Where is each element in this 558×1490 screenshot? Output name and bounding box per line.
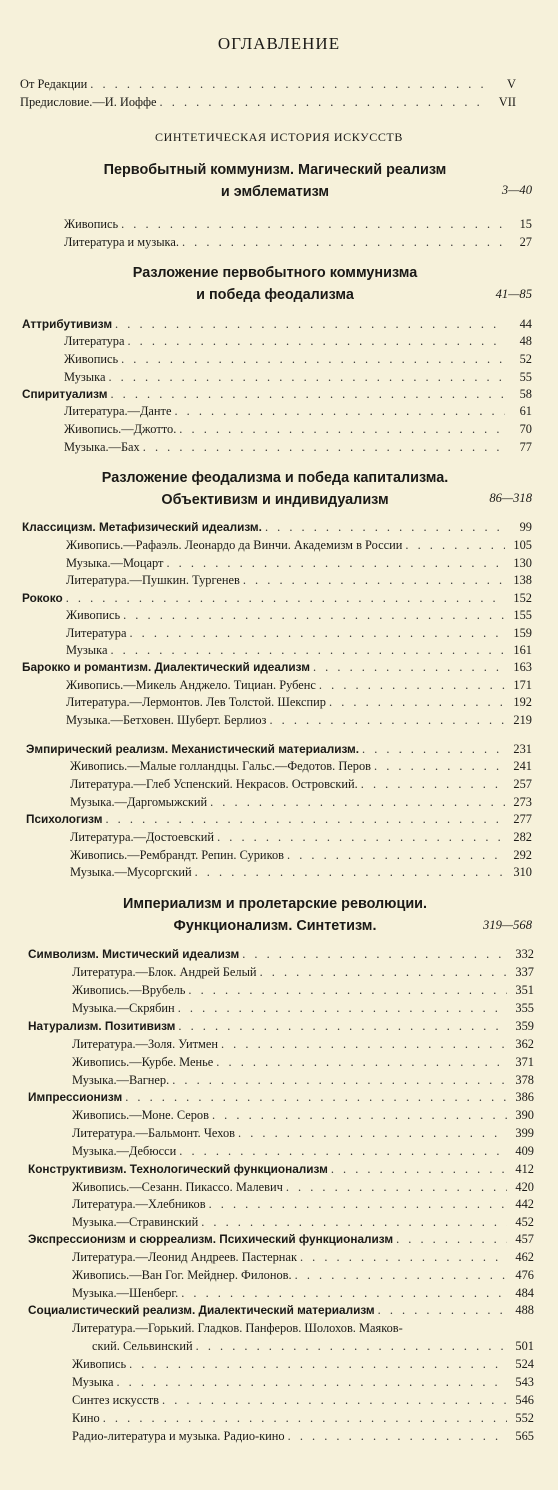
part-page-range: 86—318 bbox=[489, 491, 532, 505]
toc-entry-label: Музыка.—Вагнер. bbox=[72, 1073, 170, 1087]
dot-leader bbox=[196, 1338, 507, 1355]
dot-leader bbox=[300, 1249, 507, 1266]
toc-page-number: 386 bbox=[515, 1090, 534, 1104]
toc-entry-label: Рококо bbox=[22, 591, 63, 605]
toc-entry-label: Литература.—Бальмонт. Чехов bbox=[72, 1126, 236, 1140]
part-page-range: 3—40 bbox=[501, 183, 532, 197]
toc-entry-label: Классицизм. Метафизический идеализм. bbox=[22, 520, 262, 534]
dot-leader bbox=[143, 439, 505, 456]
dot-leader bbox=[265, 519, 505, 536]
part-heading-line: Первобытный коммунизм. Магический реализм bbox=[103, 162, 447, 178]
toc-row bbox=[70, 829, 532, 846]
part-page-range: 319—568 bbox=[483, 918, 532, 932]
toc-row bbox=[72, 1356, 534, 1373]
section-subtitle: СИНТЕТИЧЕСКАЯ ИСТОРИЯ ИСКУССТВ bbox=[155, 130, 403, 144]
dot-leader bbox=[378, 1302, 507, 1319]
part-heading-line: Функционализм. Синтетизм. bbox=[173, 918, 377, 934]
toc-row bbox=[64, 234, 532, 251]
toc-row bbox=[72, 1036, 534, 1053]
toc-page-number: 52 bbox=[519, 352, 532, 366]
toc-row bbox=[66, 555, 532, 572]
dot-leader bbox=[405, 537, 505, 554]
toc-row bbox=[72, 1125, 534, 1142]
dot-leader bbox=[319, 677, 505, 694]
dot-leader bbox=[361, 776, 505, 793]
toc-page-number: 219 bbox=[513, 713, 532, 727]
dot-leader bbox=[123, 607, 505, 624]
toc-page-number: 420 bbox=[515, 1180, 534, 1194]
toc-page-number: 452 bbox=[515, 1215, 534, 1229]
toc-entry-label: Психологизм bbox=[26, 812, 103, 826]
toc-entry-label: Литература.—Золя. Уитмен bbox=[72, 1037, 218, 1051]
dot-leader bbox=[329, 694, 505, 711]
toc-entry-label: Радио-литература и музыка. Радио-кино bbox=[72, 1429, 285, 1443]
toc-row bbox=[64, 439, 532, 456]
dot-leader bbox=[217, 829, 505, 846]
toc-page-number: 192 bbox=[513, 695, 532, 709]
toc-page-number: 159 bbox=[513, 626, 532, 640]
toc-entry-label: Импрессионизм bbox=[28, 1090, 123, 1104]
toc-entry-label: Барокко и романтизм. Диалектический идеализм bbox=[22, 660, 310, 674]
toc-entry-label: Живопись.—Ван Гог. Мейднер. Филонов. bbox=[72, 1268, 292, 1282]
toc-entry-label: Живопись.—Курбе. Менье bbox=[72, 1055, 214, 1069]
toc-row bbox=[70, 794, 532, 811]
toc-entry-label: Музыка.—Бах bbox=[64, 440, 140, 454]
toc-row bbox=[66, 572, 532, 589]
toc-page-number: 58 bbox=[519, 387, 532, 401]
toc-entry-label: Музыка.—Мусоргский bbox=[70, 865, 192, 879]
toc-page-number: 359 bbox=[515, 1019, 534, 1033]
dot-leader bbox=[238, 1125, 507, 1142]
toc-page-number: 61 bbox=[519, 404, 532, 418]
toc-page-number: 15 bbox=[519, 217, 532, 231]
toc-entry-label: Спиритуализм bbox=[22, 387, 108, 401]
toc-entry-label: Экспрессионизм и сюрреализм. Психический функционализм bbox=[28, 1232, 394, 1246]
toc-row bbox=[72, 1214, 534, 1231]
dot-leader bbox=[125, 1089, 507, 1106]
toc-row bbox=[72, 982, 534, 999]
toc-row-section bbox=[26, 811, 532, 828]
dot-leader bbox=[110, 386, 505, 403]
toc-row bbox=[72, 1196, 534, 1213]
toc-entry-label: Литература.—Достоевский bbox=[70, 830, 215, 844]
toc-page-number: 565 bbox=[515, 1429, 534, 1443]
toc-row bbox=[72, 1072, 534, 1089]
toc-page-number: 292 bbox=[513, 848, 532, 862]
toc-page-number: 277 bbox=[513, 812, 532, 826]
toc-entry-label: Натурализм. Позитивизм bbox=[28, 1019, 176, 1033]
toc-row bbox=[66, 712, 532, 729]
dot-leader bbox=[295, 1267, 507, 1284]
dot-leader bbox=[221, 1036, 507, 1053]
toc-entry-label: Социалистический реализм. Диалектический материализм bbox=[28, 1303, 375, 1317]
toc-page-number: 351 bbox=[515, 983, 534, 997]
toc-entry-label: Музыка bbox=[66, 643, 108, 657]
toc-row bbox=[70, 776, 532, 793]
dot-leader bbox=[374, 758, 505, 775]
toc-row-preface bbox=[20, 94, 516, 111]
toc-row bbox=[72, 1107, 534, 1124]
toc-entry-label: Литература.—Данте bbox=[64, 404, 172, 418]
toc-row bbox=[64, 351, 532, 368]
toc-row-section bbox=[22, 590, 532, 607]
toc-page-number: 488 bbox=[515, 1303, 534, 1317]
toc-entry-label: Живопись bbox=[66, 608, 121, 622]
part-heading-line: Разложение феодализма и победа капитализма. bbox=[101, 470, 449, 486]
toc-row bbox=[72, 1054, 534, 1071]
dot-leader bbox=[108, 369, 505, 386]
toc-row bbox=[72, 964, 534, 981]
toc-page-number: 362 bbox=[515, 1037, 534, 1051]
dot-leader bbox=[396, 1231, 507, 1248]
dot-leader bbox=[287, 847, 505, 864]
toc-page-number: 552 bbox=[515, 1411, 534, 1425]
toc-row bbox=[72, 1392, 534, 1409]
toc-row bbox=[92, 1338, 534, 1355]
dot-leader bbox=[110, 642, 505, 659]
toc-row bbox=[72, 1143, 534, 1160]
dot-leader bbox=[66, 590, 505, 607]
dot-leader bbox=[172, 1072, 507, 1089]
toc-row bbox=[72, 1000, 534, 1017]
dot-leader bbox=[105, 811, 505, 828]
toc-page-number: 77 bbox=[519, 440, 532, 454]
dot-leader bbox=[103, 1410, 507, 1427]
toc-entry-label: Литература.—Хлебников bbox=[72, 1197, 206, 1211]
dot-leader bbox=[313, 659, 505, 676]
dot-leader bbox=[174, 403, 505, 420]
dot-leader bbox=[286, 1179, 507, 1196]
dot-leader bbox=[129, 1356, 507, 1373]
toc-row-section bbox=[28, 1161, 534, 1178]
part-heading-line: Разложение первобытного коммунизма bbox=[132, 265, 418, 281]
toc-row-section bbox=[22, 659, 532, 676]
toc-page-number: 390 bbox=[515, 1108, 534, 1122]
toc-entry-label: Литература.—Пушкин. Тургенев bbox=[66, 573, 240, 587]
toc-page-number: 48 bbox=[519, 334, 532, 348]
dot-leader bbox=[269, 712, 505, 729]
toc-page-number: 332 bbox=[515, 947, 534, 961]
toc-entry-label: Кино bbox=[72, 1411, 100, 1425]
toc-row-section bbox=[28, 1302, 534, 1319]
toc-page-number: 462 bbox=[515, 1250, 534, 1264]
toc-row bbox=[66, 694, 532, 711]
dot-leader bbox=[188, 982, 507, 999]
toc-row bbox=[64, 421, 532, 438]
toc-row bbox=[66, 677, 532, 694]
toc-page-number: 546 bbox=[515, 1393, 534, 1407]
toc-page-number: 282 bbox=[513, 830, 532, 844]
dot-leader bbox=[179, 421, 505, 438]
toc-row-wrapped bbox=[72, 1320, 534, 1337]
dot-leader bbox=[127, 333, 505, 350]
toc-row-section bbox=[28, 1231, 534, 1248]
toc-page-number: 442 bbox=[515, 1197, 534, 1211]
dot-leader bbox=[195, 864, 505, 881]
toc-entry-label: Живопись.—Моне. Серов bbox=[72, 1108, 209, 1122]
toc-row bbox=[72, 1267, 534, 1284]
toc-entry-label: Литература.—Лермонтов. Лев Толстой. Шекспир bbox=[66, 695, 326, 709]
toc-row bbox=[64, 403, 532, 420]
toc-page-number: 55 bbox=[519, 370, 532, 384]
toc-page-number: 99 bbox=[519, 520, 532, 534]
toc-entry-label: Музыка.—Моцарт bbox=[66, 556, 164, 570]
toc-entry-label: Литература.—Горький. Гладков. Панферов. Шолохов. Маяков- bbox=[72, 1321, 403, 1335]
toc-entry-label: Аттрибутивизм bbox=[22, 317, 113, 331]
toc-entry-label: От Редакции bbox=[20, 77, 88, 91]
toc-row bbox=[72, 1428, 534, 1445]
toc-entry-label: Музыка bbox=[64, 370, 106, 384]
toc-entry-label: Музыка.—Стравинский bbox=[72, 1215, 199, 1229]
dot-leader bbox=[201, 1214, 507, 1231]
toc-row bbox=[70, 758, 532, 775]
toc-entry-label: ский. Сельвинский bbox=[92, 1339, 193, 1353]
toc-page-number: 231 bbox=[513, 742, 532, 756]
toc-entry-label: Живопись.—Микель Анджело. Тициан. Рубенс bbox=[66, 678, 316, 692]
toc-page-number: 44 bbox=[519, 317, 532, 331]
toc-page-number: 273 bbox=[513, 795, 532, 809]
toc-entry-label: Живопись.—Сезанн. Пикассо. Малевич bbox=[72, 1180, 283, 1194]
toc-page-number: 412 bbox=[515, 1162, 534, 1176]
toc-page-number: 543 bbox=[515, 1375, 534, 1389]
dot-leader bbox=[162, 1392, 507, 1409]
dot-leader bbox=[121, 216, 505, 233]
toc-entry-label: Живопись.—Рафаэль. Леонардо да Винчи. Академизм в России bbox=[66, 538, 403, 552]
toc-entry-label: Музыка bbox=[72, 1375, 114, 1389]
dot-leader bbox=[121, 351, 505, 368]
part-heading-line: и победа феодализма bbox=[196, 287, 354, 303]
toc-entry-label: Живопись.—Джотто. bbox=[64, 422, 177, 436]
dot-leader bbox=[242, 946, 507, 963]
dot-leader bbox=[116, 1374, 507, 1391]
toc-entry-label: Литература bbox=[66, 626, 127, 640]
dot-leader bbox=[179, 1143, 507, 1160]
toc-page-number: VII bbox=[498, 95, 516, 109]
toc-page-number: 130 bbox=[513, 556, 532, 570]
toc-page-number: 138 bbox=[513, 573, 532, 587]
toc-row bbox=[66, 625, 532, 642]
toc-row-section bbox=[22, 316, 532, 333]
dot-leader bbox=[178, 1018, 507, 1035]
page-title: ОГЛАВЛЕНИЕ bbox=[217, 34, 341, 53]
toc-entry-label: Музыка.—Бетховен. Шуберт. Берлиоз bbox=[66, 713, 267, 727]
dot-leader bbox=[216, 1054, 507, 1071]
toc-row bbox=[70, 847, 532, 864]
toc-entry-label: Музыка.—Скрябин bbox=[72, 1001, 175, 1015]
toc-row-section bbox=[28, 946, 534, 963]
toc-entry-label: Музыка.—Дебюсси bbox=[72, 1144, 177, 1158]
toc-row-editorial bbox=[20, 76, 516, 93]
toc-row bbox=[64, 369, 532, 386]
toc-entry-label: Эмпирический реализм. Механистический материализм. bbox=[26, 742, 360, 756]
dot-leader bbox=[209, 1196, 507, 1213]
toc-page-number: 155 bbox=[513, 608, 532, 622]
dot-leader bbox=[210, 794, 505, 811]
dot-leader bbox=[90, 76, 489, 93]
toc-entry-label: Музыка.—Шенберг. bbox=[72, 1286, 179, 1300]
toc-page-number: 163 bbox=[513, 660, 532, 674]
toc-row bbox=[72, 1410, 534, 1427]
toc-entry-label: Литература.—Леонид Андреев. Пастернак bbox=[72, 1250, 297, 1264]
toc-entry-label: Живопись.—Малые голландцы. Гальс.—Федотов. Перов bbox=[70, 759, 372, 773]
toc-page-number: 409 bbox=[515, 1144, 534, 1158]
toc-page-number: 161 bbox=[513, 643, 532, 657]
toc-entry-label: Символизм. Мистический идеализм bbox=[28, 947, 240, 961]
toc-entry-label: Живопись bbox=[64, 352, 119, 366]
toc-row bbox=[64, 216, 532, 233]
toc-page-number: 355 bbox=[515, 1001, 534, 1015]
toc-row bbox=[66, 537, 532, 554]
toc-page-number: 241 bbox=[513, 759, 532, 773]
toc-row-section bbox=[28, 1089, 534, 1106]
toc-page-number: 371 bbox=[515, 1055, 534, 1069]
toc-row bbox=[72, 1374, 534, 1391]
toc-entry-label: Живопись.—Врубель bbox=[72, 983, 186, 997]
toc-entry-label: Синтез искусств bbox=[72, 1393, 160, 1407]
toc-page-number: 378 bbox=[515, 1073, 534, 1087]
toc-entry-label: Конструктивизм. Технологический функционализм bbox=[28, 1162, 328, 1176]
toc-page-number: 105 bbox=[513, 538, 532, 552]
toc-entry-label: Литература.—Глеб Успенский. Некрасов. Островский. bbox=[70, 777, 358, 791]
part-heading-line: Объективизм и индивидуализм bbox=[161, 492, 389, 508]
toc-entry-label: Литература bbox=[64, 334, 125, 348]
toc-page-number: 501 bbox=[515, 1339, 534, 1353]
dot-leader bbox=[115, 316, 505, 333]
toc-entry-label: Живопись bbox=[64, 217, 119, 231]
toc-page-number: 524 bbox=[515, 1357, 534, 1371]
toc-page-number: 257 bbox=[513, 777, 532, 791]
dot-leader bbox=[212, 1107, 507, 1124]
toc-row-section bbox=[22, 519, 532, 536]
toc-row bbox=[66, 607, 532, 624]
dot-leader bbox=[288, 1428, 507, 1445]
toc-page-number: 337 bbox=[515, 965, 534, 979]
dot-leader bbox=[331, 1161, 507, 1178]
toc-row-section bbox=[26, 741, 532, 758]
part-heading-line: Империализм и пролетарские революции. bbox=[122, 896, 428, 912]
toc-page-number: 476 bbox=[515, 1268, 534, 1282]
toc-entry-label: Предисловие.—И. Иоффе bbox=[20, 95, 157, 109]
dot-leader bbox=[181, 1285, 507, 1302]
dot-leader bbox=[260, 964, 507, 981]
dot-leader bbox=[362, 741, 505, 758]
toc-row bbox=[70, 864, 532, 881]
toc-page-number: 152 bbox=[513, 591, 532, 605]
toc-page-number: 171 bbox=[513, 678, 532, 692]
toc-row bbox=[66, 642, 532, 659]
toc-page-number: 70 bbox=[519, 422, 532, 436]
dot-leader bbox=[182, 234, 505, 251]
toc-entry-label: Музыка.—Даргомыжский bbox=[70, 795, 208, 809]
toc-entry-label: Живопись.—Рембрандт. Репин. Суриков bbox=[70, 848, 285, 862]
toc-entry-label: Живопись bbox=[72, 1357, 127, 1371]
toc-row bbox=[72, 1285, 534, 1302]
toc-row-section bbox=[28, 1018, 534, 1035]
dot-leader bbox=[129, 625, 505, 642]
dot-leader bbox=[178, 1000, 507, 1017]
dot-leader bbox=[160, 94, 489, 111]
part-heading-line: и эмблематизм bbox=[220, 184, 330, 200]
toc-page-number: 457 bbox=[515, 1232, 534, 1246]
toc-entry-label: Литература и музыка. bbox=[64, 235, 179, 249]
toc-row bbox=[64, 333, 532, 350]
dot-leader bbox=[243, 572, 505, 589]
toc-page-number: 310 bbox=[513, 865, 532, 879]
toc-row bbox=[72, 1249, 534, 1266]
toc-row bbox=[72, 1179, 534, 1196]
toc-row-section bbox=[22, 386, 532, 403]
toc-page-number: 27 bbox=[519, 235, 532, 249]
dot-leader bbox=[166, 555, 505, 572]
toc-page-number: 399 bbox=[515, 1126, 534, 1140]
toc-page-number: 484 bbox=[515, 1286, 534, 1300]
toc-entry-label: Литература.—Блок. Андрей Белый bbox=[72, 965, 257, 979]
toc-page-number: V bbox=[507, 77, 516, 91]
part-page-range: 41—85 bbox=[495, 287, 532, 301]
